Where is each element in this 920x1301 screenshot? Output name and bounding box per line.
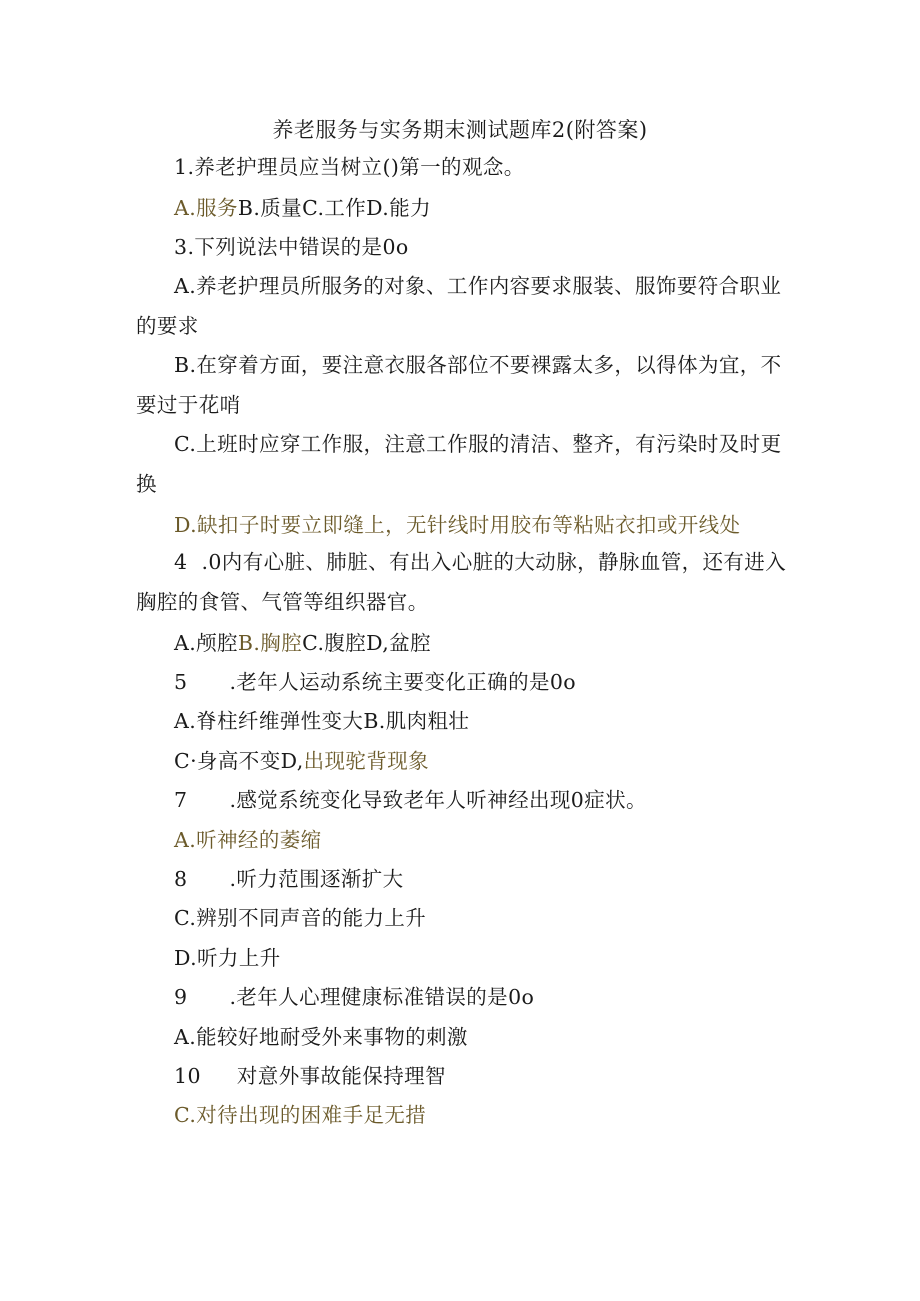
question-number: 4: [174, 550, 188, 574]
question-10-option-c-answer: C.对待出现的困难手足无措: [174, 1103, 427, 1127]
question-3: [174, 231, 409, 263]
question-8: [174, 863, 404, 895]
question-stem: .老年人运动系统主要变化正确的是0o: [229, 670, 577, 694]
answer-option: A.服务: [174, 196, 238, 220]
question-stem: 3.下列说法中错误的是0o: [174, 235, 409, 259]
question-1-options: [174, 192, 431, 224]
question-7-option-a-answer: A.听神经的萎缩: [174, 828, 322, 852]
question-stem: 对意外事故能保持理智: [236, 1064, 446, 1088]
question-5-options-cd: [174, 745, 429, 777]
question-stem: .老年人心理健康标准错误的是0o: [229, 985, 535, 1009]
question-number: 8: [174, 867, 188, 891]
option-text: A.颅腔: [174, 631, 238, 655]
question-7: [174, 784, 647, 816]
question-stem: 1.养老护理员应当树立()第一的观念。: [174, 155, 525, 179]
question-stem: .0内有心脏、肺脏、有出入心脏的大动脉，静脉血管，还有进入胸腔的食管、气管等组织器官。: [136, 550, 787, 614]
question-3-option-a: A.养老护理员所服务的对象、工作内容要求服装、服饰要符合职业的要求: [136, 274, 782, 338]
question-number: 10: [174, 1064, 201, 1088]
question-3-option-c: C.上班时应穿工作服，注意工作服的清洁、整齐，有污染时及时更换: [136, 432, 782, 496]
option-text: B.质量C.工作D.能力: [237, 196, 431, 220]
question-number: 7: [174, 788, 188, 812]
option-text: C.腹腔D,盆腔: [302, 631, 432, 655]
answer-option: 出现驼背现象: [303, 749, 430, 773]
question-stem: .感觉系统变化导致老年人听神经出现0症状。: [229, 788, 647, 812]
question-8-option-d: D.听力上升: [174, 946, 281, 970]
question-8-option-c: C.辨别不同声音的能力上升: [174, 906, 427, 930]
answer-option: B.胸腔: [237, 631, 303, 655]
question-3-option-b: B.在穿着方面，要注意衣服各部位不要裸露太多，以得体为宜，不要过于花哨: [136, 353, 782, 417]
question-number: 5: [174, 670, 188, 694]
question-5: [174, 666, 576, 698]
question-1: [174, 151, 525, 183]
question-4: [136, 543, 796, 622]
question-number: 9: [174, 985, 188, 1009]
document-title: 养老服务与实务期末测试题库2(附答案): [272, 118, 648, 142]
question-10: [174, 1060, 446, 1092]
question-stem: .听力范围逐渐扩大: [229, 867, 404, 891]
question-3-option-d-answer: D.缺扣子时要立即缝上，无针线时用胶布等粘贴衣扣或开线处: [174, 513, 741, 537]
question-4-options: [174, 627, 431, 659]
question-5-options-ab: A.脊柱纤维弹性变大B.肌肉粗壮: [174, 709, 470, 733]
option-text: C·身高不变D,: [174, 749, 304, 773]
question-9-option-a: A.能较好地耐受外来事物的刺激: [174, 1025, 468, 1049]
question-9: [174, 981, 534, 1013]
